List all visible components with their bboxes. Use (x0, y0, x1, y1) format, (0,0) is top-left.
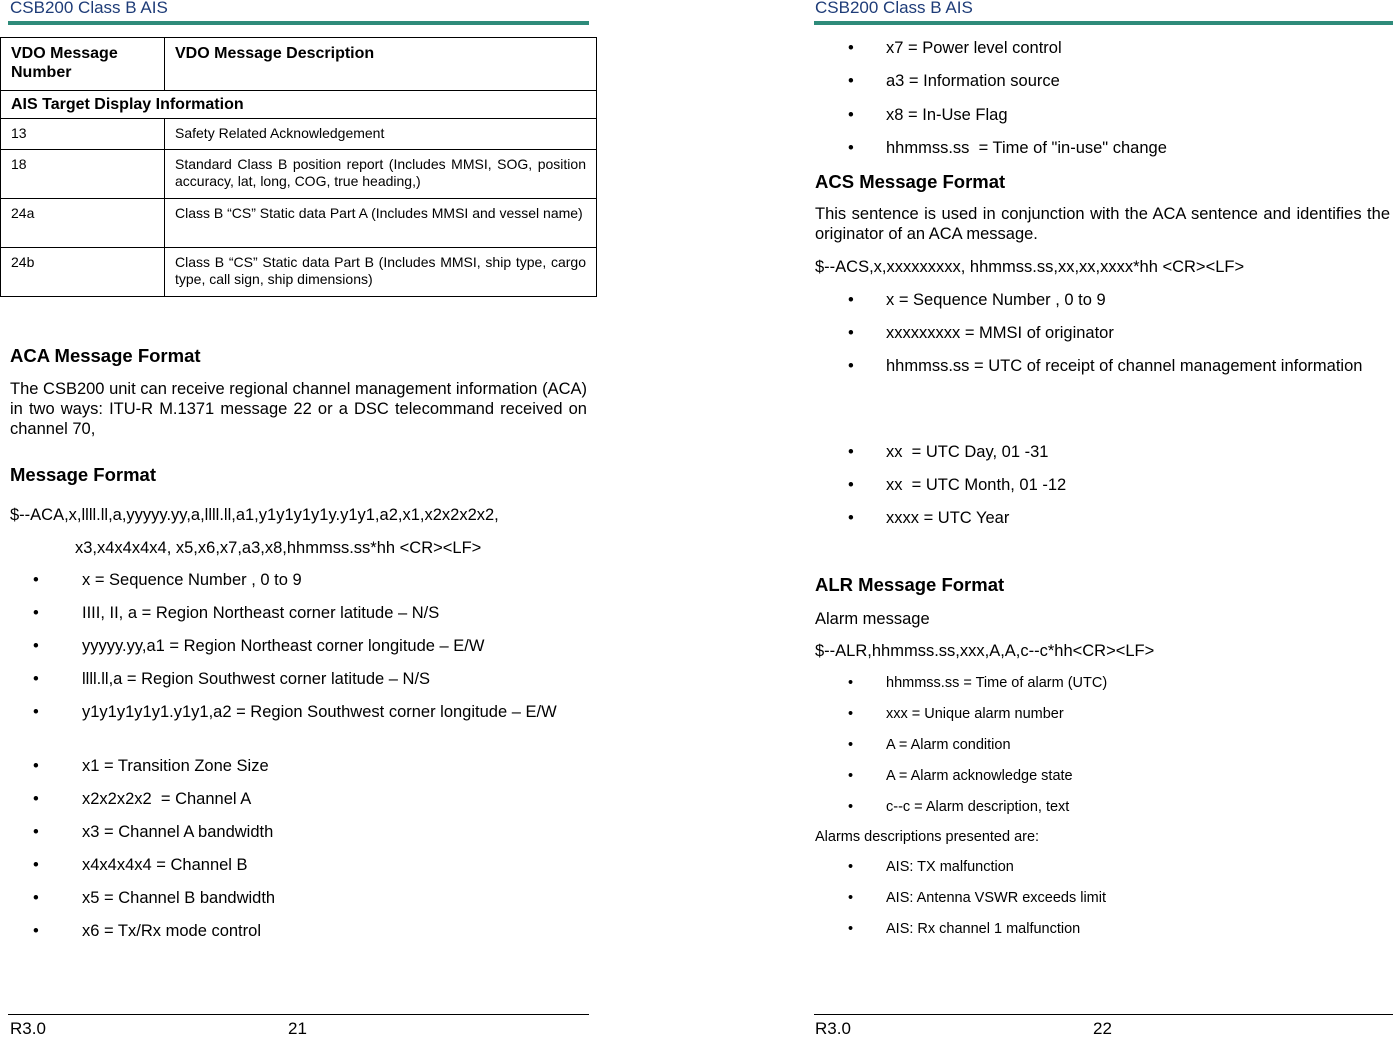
bullet-icon (33, 603, 43, 623)
footer-rule (8, 1014, 589, 1015)
acs-intro: This sentence is used in conjunction with the ACA sentence and identifies the originator of an ACA message. (815, 205, 1390, 243)
bullet-icon (848, 323, 858, 343)
bullet-icon (33, 636, 43, 656)
message-number: 24a (1, 199, 165, 248)
table-row (1, 199, 597, 248)
bullet-icon (848, 442, 858, 462)
footer-revision: R3.0 (815, 1019, 851, 1038)
footer-revision: R3.0 (10, 1019, 46, 1038)
bullet-icon (33, 570, 43, 590)
alr-heading: ALR Message Format (815, 574, 1005, 595)
bullet-icon (33, 669, 43, 689)
acs-heading: ACS Message Format (815, 171, 1006, 192)
header-title: CSB200 Class B AIS (10, 0, 168, 17)
bullet-icon (33, 888, 43, 908)
bullet-icon (848, 38, 858, 58)
bullet-icon (33, 855, 43, 875)
footer-page-number: 21 (288, 1019, 307, 1038)
aca-intro: The CSB200 unit can receive regional channel management information (ACA) in two ways: ITU-R M.1371 message 22 or a DSC telecommand received on channel 70, (10, 380, 587, 438)
message-description: Standard Class B position report (Includes MMSI, SOG, position accuracy, lat, long, COG, true heading,) (165, 150, 597, 199)
column-header-description: VDO Message Description (165, 38, 597, 91)
bullet-icon (848, 290, 858, 310)
footer-rule (814, 1014, 1393, 1015)
bullet-icon (848, 920, 858, 938)
message-number: 13 (1, 119, 165, 150)
bullet-icon (33, 756, 43, 776)
table-header-row (1, 38, 597, 91)
bullet-icon (848, 798, 858, 816)
bullet-icon (848, 138, 858, 158)
bullet-icon (848, 508, 858, 528)
column-header-number: VDO Message Number (1, 38, 165, 91)
header-title: CSB200 Class B AIS (815, 0, 973, 17)
bullet-icon (848, 105, 858, 125)
table-row (1, 150, 597, 199)
alarms-label: Alarms descriptions presented are: (815, 829, 1040, 845)
bullet-icon (848, 71, 858, 91)
page-22: CSB200 Class B AIS • x7 = Power level control • a3 = Information source • x8 = In-Use Flag • hhmmss.ss = Time of "in-use" change ACS Message Format This sentence is used in conjunction with the ACA sentence and identifies the originator of an ACA message. $--ACS,x,xxxxxxxxx, hhmmss.ss,xx,xx,xxxx*hh <CR><LF> • x = Sequence Number , 0 to 9 • xxxxxxxxx = MMSI of originator • hhmmss.ss = UTC of receipt of channel management information • xx = UTC Day, 01 -31 • xx = UTC Month, 01 -12 • xxxx = UTC Year ALR Message Format Alarm message $--ALR,hhmmss.ss,xxx,A,A,c--c*hh<CR><LF> • hhmmss.ss = Time of alarm (UTC) • xxx = Unique alarm number • A = Alarm condition • A = Alarm acknowledge state • c--c = Alarm description, text Alarms descriptions presented are: • AIS: TX malfunction • AIS: Antenna VSWR exceeds limit • AIS: Rx channel 1 malfunction R3.0 22 (812, 0, 1393, 1036)
bullet-icon (848, 674, 858, 692)
bullet-icon (848, 705, 858, 723)
aca-format-line-1: $--ACA,x,llll.ll,a,yyyyy.yy,a,llll.ll,a1,y1y1y1y1y.y1y1,a2,x1,x2x2x2x2, (10, 506, 499, 524)
table-section-row (1, 91, 597, 119)
bullet-icon (848, 356, 858, 376)
vdo-message-table (0, 37, 597, 297)
section-title: AIS Target Display Information (1, 91, 597, 119)
message-description: Class B “CS” Static data Part B (Includes MMSI, ship type, cargo type, call sign, ship dimensions) (165, 248, 597, 297)
aca-heading: ACA Message Format (10, 345, 201, 366)
alr-intro: Alarm message (815, 610, 930, 628)
aca-format-line-2: x3,x4x4x4x4, x5,x6,x7,a3,x8,hhmmss.ss*hh <CR><LF> (75, 539, 482, 557)
bullet-icon (33, 921, 43, 941)
footer-page-number: 22 (1093, 1019, 1112, 1038)
table-row (1, 119, 597, 150)
header-rule (814, 21, 1393, 25)
bullet-icon (848, 736, 858, 754)
message-number: 24b (1, 248, 165, 297)
bullet-icon (33, 702, 43, 722)
bullet-icon (33, 822, 43, 842)
acs-format: $--ACS,x,xxxxxxxxx, hhmmss.ss,xx,xx,xxxx*hh <CR><LF> (815, 258, 1245, 276)
alr-format: $--ALR,hhmmss.ss,xxx,A,A,c--c*hh<CR><LF> (815, 642, 1155, 660)
message-description: Class B “CS” Static data Part A (Includes MMSI and vessel name) (165, 199, 597, 248)
message-format-heading: Message Format (10, 464, 156, 485)
header-rule (8, 21, 589, 25)
message-number: 18 (1, 150, 165, 199)
bullet-icon (848, 889, 858, 907)
bullet-icon (33, 789, 43, 809)
bullet-icon (848, 475, 858, 495)
bullet-icon (848, 858, 858, 876)
message-description: Safety Related Acknowledgement (165, 119, 597, 150)
page-21: CSB200 Class B AIS VDO Message Number VDO Message Description AIS Target Display Information 13 Safety Related Acknowledgement 18 Standard Class B position report (Includes MMSI, SOG, position accuracy, lat, long, COG, true heading,) 24a Class B “CS” Static data Part A (Includes MMSI and vessel name) 24b Class B “CS” Static data Part B (Includes MMSI, ship type, cargo type, call sign, ship dimensions) ACA Message Format The CSB200 unit can receive regional channel management information (ACA) in two ways: ITU-R M.1371 message 22 or a DSC telecommand received on channel 70, Message Format $--ACA,x,llll.ll,a,yyyyy.yy,a,llll.ll,a1,y1y1y1y1y.y1y1,a2,x1,x2x2x2x2, x3,x4x4x4x4, x5,x6,x7,a3,x8,hhmmss.ss*hh <CR><LF> • x = Sequence Number , 0 to 9 • IIII, II, a = Region Northeast corner latitude – N/S • yyyyy.yy,a1 = Region Northeast corner longitude – E/W • llll.ll,a = Region Southwest corner latitude – N/S • y1y1y1y1y1.y1y1,a2 = Region Southwest corner longitude – E/W • x1 = Transition Zone Size • x2x2x2x2 = Channel A • x3 = Channel A bandwidth • x4x4x4x4 = Channel B • x5 = Channel B bandwidth • x6 = Tx/Rx mode control R3.0 21 (0, 0, 600, 1036)
table-row (1, 248, 597, 297)
bullet-icon (848, 767, 858, 785)
